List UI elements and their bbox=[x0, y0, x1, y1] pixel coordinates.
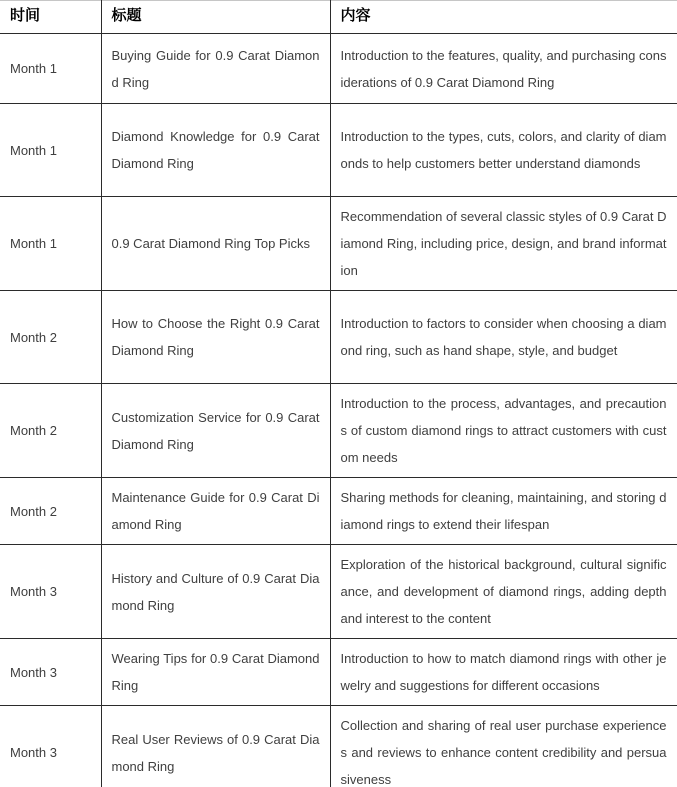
content-cell: Introduction to the features, quality, and purchasing considerations of 0.9 Carat Diamond Ring bbox=[330, 34, 677, 104]
time-cell: Month 2 bbox=[0, 478, 101, 545]
content-cell: Sharing methods for cleaning, maintaining, and storing diamond rings to extend their lifespan bbox=[330, 478, 677, 545]
header-row bbox=[0, 1, 677, 34]
title-cell: 0.9 Carat Diamond Ring Top Picks bbox=[101, 197, 330, 291]
title-cell: Wearing Tips for 0.9 Carat Diamond Ring bbox=[101, 639, 330, 706]
table-row bbox=[0, 104, 677, 197]
title-cell: How to Choose the Right 0.9 Carat Diamond Ring bbox=[101, 291, 330, 384]
time-cell: Month 1 bbox=[0, 104, 101, 197]
column-header-title: 标题 bbox=[101, 1, 330, 34]
column-header-time: 时间 bbox=[0, 1, 101, 34]
time-cell: Month 2 bbox=[0, 384, 101, 478]
title-cell: Real User Reviews of 0.9 Carat Diamond Ring bbox=[101, 706, 330, 787]
table-row bbox=[0, 291, 677, 384]
title-cell: Diamond Knowledge for 0.9 Carat Diamond Ring bbox=[101, 104, 330, 197]
content-cell: Introduction to the process, advantages, and precautions of custom diamond rings to attract customers with custom needs bbox=[330, 384, 677, 478]
time-cell: Month 3 bbox=[0, 639, 101, 706]
time-cell: Month 2 bbox=[0, 291, 101, 384]
content-cell: Introduction to how to match diamond rings with other jewelry and suggestions for different occasions bbox=[330, 639, 677, 706]
table-row bbox=[0, 34, 677, 104]
table-row bbox=[0, 384, 677, 478]
title-cell: Maintenance Guide for 0.9 Carat Diamond Ring bbox=[101, 478, 330, 545]
table-row bbox=[0, 545, 677, 639]
column-header-content: 内容 bbox=[330, 1, 677, 34]
title-cell: Customization Service for 0.9 Carat Diamond Ring bbox=[101, 384, 330, 478]
table-row bbox=[0, 197, 677, 291]
title-cell: Buying Guide for 0.9 Carat Diamond Ring bbox=[101, 34, 330, 104]
time-cell: Month 1 bbox=[0, 197, 101, 291]
content-cell: Introduction to the types, cuts, colors, and clarity of diamonds to help customers better understand diamonds bbox=[330, 104, 677, 197]
table-row bbox=[0, 639, 677, 706]
content-cell: Collection and sharing of real user purchase experiences and reviews to enhance content credibility and persuasiveness bbox=[330, 706, 677, 787]
title-cell: History and Culture of 0.9 Carat Diamond Ring bbox=[101, 545, 330, 639]
table-row bbox=[0, 706, 677, 787]
table-row bbox=[0, 478, 677, 545]
content-cell: Recommendation of several classic styles of 0.9 Carat Diamond Ring, including price, design, and brand information bbox=[330, 197, 677, 291]
time-cell: Month 1 bbox=[0, 34, 101, 104]
time-cell: Month 3 bbox=[0, 545, 101, 639]
time-cell: Month 3 bbox=[0, 706, 101, 787]
content-cell: Exploration of the historical background, cultural significance, and development of diamond rings, adding depth and interest to the content bbox=[330, 545, 677, 639]
content-cell: Introduction to factors to consider when choosing a diamond ring, such as hand shape, style, and budget bbox=[330, 291, 677, 384]
